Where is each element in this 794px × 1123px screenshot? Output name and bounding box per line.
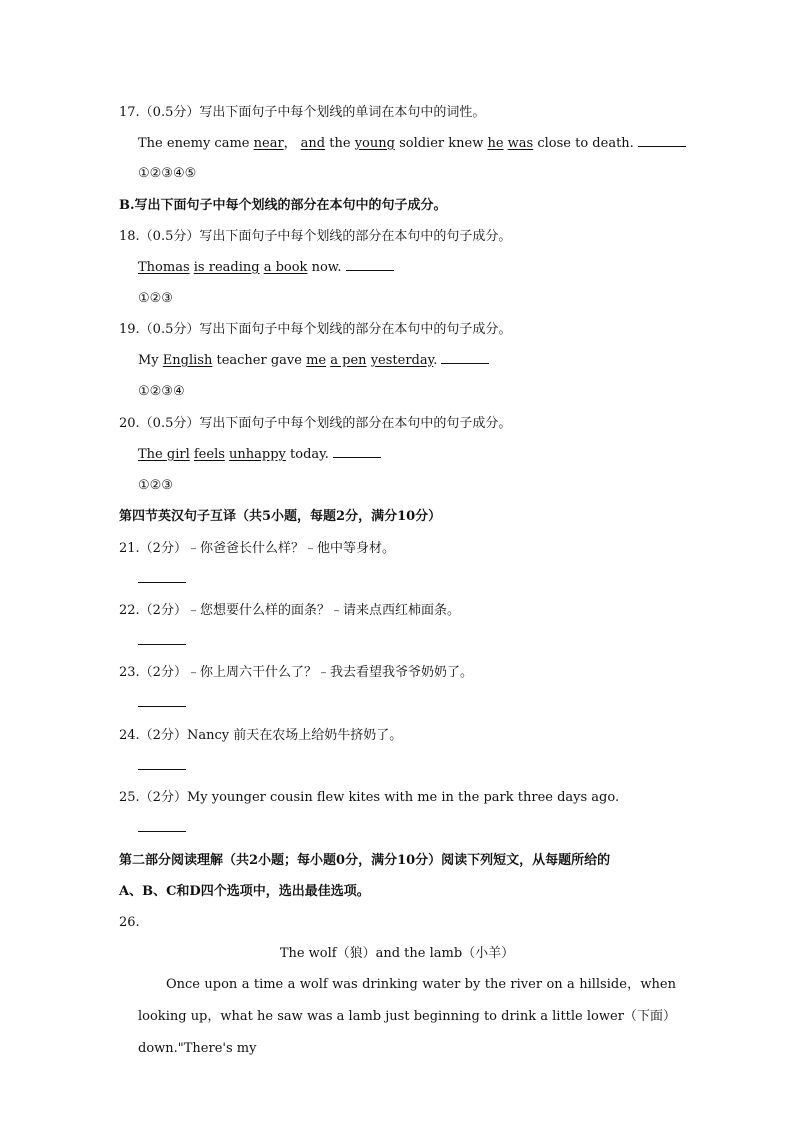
question-18-sentence: [138, 258, 394, 278]
question-22-answer[interactable]: [138, 632, 186, 652]
underlined-word: English: [162, 353, 213, 368]
underlined-word: near: [253, 136, 284, 151]
question-24-prompt: 24.（2分）Nancy 前天在农场上给奶牛挤奶了。: [119, 728, 403, 743]
section-4-heading: 第四节英汉句子互译（共5小题，每题2分，满分10分）: [119, 509, 442, 524]
underlined-word: Thomas: [138, 260, 190, 275]
sentence-text: The enemy came: [138, 136, 254, 151]
sentence-text: now.: [307, 260, 342, 275]
question-17-prompt: 17.（0.5分）写出下面句子中每个划线的单词在本句中的词性。: [119, 105, 486, 120]
sentence-text: close to death.: [533, 136, 634, 151]
question-25-prompt: 25.（2分）My younger cousin flew kites with me in the park three days ago.: [119, 790, 620, 805]
question-21-prompt: 21.（2分）﹣你爸爸长什么样？﹣他中等身材。: [119, 541, 395, 556]
question-22-prompt: 22.（2分）﹣您想要什么样的面条？﹣请来点西红柿面条。: [119, 603, 460, 618]
answer-blank[interactable]: [441, 351, 489, 364]
underlined-word: was: [507, 136, 534, 151]
sentence-text: .: [433, 353, 438, 368]
sentence-text: the: [325, 136, 355, 151]
question-20-prompt: 20.（0.5分）写出下面句子中每个划线的部分在本句中的句子成分。: [119, 416, 512, 431]
sentence-text: today.: [285, 447, 329, 462]
question-19-options: ①②③④: [138, 384, 185, 399]
question-24-answer[interactable]: [138, 757, 186, 777]
question-18-options: ①②③: [138, 291, 173, 306]
underlined-word: me: [306, 353, 327, 368]
underlined-word: feels: [193, 447, 225, 462]
question-21-answer[interactable]: [138, 570, 186, 590]
sentence-text: soldier knew: [394, 136, 488, 151]
underlined-word: yesterday: [370, 353, 434, 368]
answer-blank[interactable]: [138, 759, 186, 770]
sentence-text: teacher gave: [212, 353, 307, 368]
question-18-prompt: 18.（0.5分）写出下面句子中每个划线的部分在本句中的句子成分。: [119, 229, 512, 244]
story-title: The wolf（狼）and the lamb（小羊）: [279, 946, 515, 961]
question-17-sentence: [138, 134, 686, 154]
answer-blank[interactable]: [138, 634, 186, 645]
underlined-word: and: [300, 136, 326, 151]
question-19-prompt: 19.（0.5分）写出下面句子中每个划线的部分在本句中的句子成分。: [119, 322, 512, 337]
underlined-word: unhappy: [229, 447, 286, 462]
question-20-sentence: [138, 445, 381, 465]
underlined-word: a pen: [330, 353, 367, 368]
underlined-word: a book: [263, 260, 308, 275]
question-19-sentence: [138, 351, 489, 371]
section-b-heading: B.写出下面句子中每个划线的部分在本句中的句子成分。: [119, 198, 447, 213]
underlined-word: young: [354, 136, 395, 151]
sentence-text: My: [138, 353, 163, 368]
answer-blank[interactable]: [346, 258, 394, 271]
question-23-prompt: 23.（2分）﹣你上周六干什么了？﹣我去看望我爷爷奶奶了。: [119, 665, 473, 680]
story-paragraph: Once upon a time a wolf was drinking water by the river on a hillside，when looking up，what he saw was a lamb just beginning to drink a little lower（下面） down."There's my: [138, 977, 676, 1056]
underlined-word: is reading: [193, 260, 260, 275]
sentence-text: ，: [283, 136, 297, 151]
question-17-options: ①②③④⑤: [138, 166, 197, 181]
question-23-answer[interactable]: [138, 694, 186, 714]
question-26-number: 26.: [119, 915, 140, 930]
answer-blank[interactable]: [138, 572, 186, 583]
underlined-word: The girl: [138, 447, 190, 462]
answer-blank[interactable]: [138, 696, 186, 707]
answer-blank[interactable]: [638, 134, 686, 147]
answer-blank[interactable]: [333, 445, 381, 458]
answer-blank[interactable]: [138, 821, 186, 832]
underlined-word: he: [487, 136, 504, 151]
part-2-heading-line-2: A、B、C和D四个选项中，选出最佳选项。: [119, 884, 370, 899]
question-20-options: ①②③: [138, 478, 173, 493]
question-25-answer[interactable]: [138, 819, 186, 839]
part-2-heading-line-1: 第二部分阅读理解（共2小题；每小题0分，满分10分）阅读下列短文，从每题所给的: [119, 853, 611, 868]
